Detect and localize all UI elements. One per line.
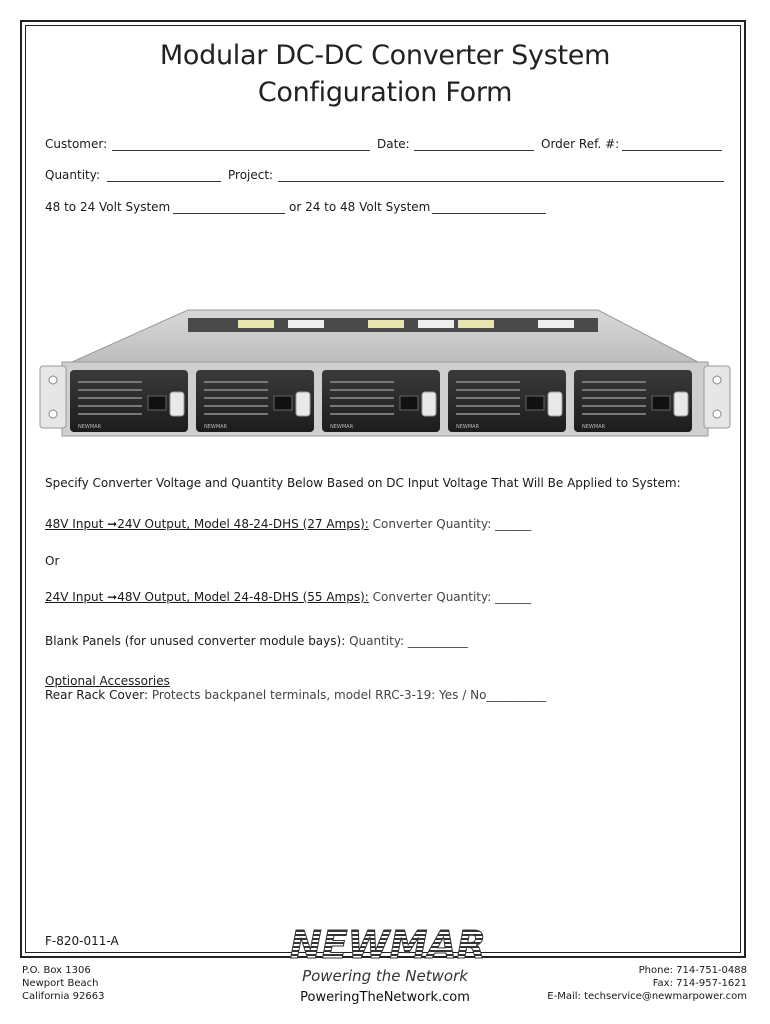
- date-field[interactable]: [414, 150, 534, 151]
- project-label: Project:: [228, 168, 274, 182]
- option-24v-qty[interactable]: Converter Quantity: ______: [372, 590, 532, 604]
- tagline: Powering the Network: [302, 967, 468, 985]
- rear-rack-cover: [45, 688, 546, 703]
- project-field[interactable]: [278, 181, 724, 182]
- system-48-24-label: 48 to 24 Volt System: [45, 200, 171, 214]
- option-48v-input: [45, 517, 531, 532]
- system-24-48-field[interactable]: [432, 213, 546, 214]
- optional-accessories-heading: Optional Accessories: [45, 674, 170, 688]
- option-24v-label: 24V Input ➞48V Output, Model 24-48-DHS (55 Amps):: [45, 590, 369, 604]
- address-line: Newport Beach: [22, 978, 99, 989]
- converter-system-image: [38, 306, 732, 442]
- phone: Phone: 714-751-0488: [638, 965, 747, 976]
- contact-block: [500, 964, 747, 1003]
- system-24-48-label: or 24 to 48 Volt System: [289, 200, 431, 214]
- address-line: California 92663: [22, 991, 105, 1002]
- blank-panels-label: Blank Panels (for unused converter module bays):: [45, 634, 346, 648]
- module-label: NEWMAR: [330, 424, 354, 430]
- order-ref-field[interactable]: [622, 150, 722, 151]
- quantity-field[interactable]: [107, 181, 221, 182]
- blank-panels-qty[interactable]: Quantity: __________: [349, 634, 468, 648]
- order-ref-label: Order Ref. #:: [541, 137, 620, 151]
- option-48v-qty[interactable]: Converter Quantity: ______: [372, 517, 532, 531]
- module-label: NEWMAR: [78, 424, 102, 430]
- form-number: F-820-011-A: [45, 934, 119, 948]
- option-48v-label: 48V Input ➞24V Output, Model 48-24-DHS (27 Amps):: [45, 517, 369, 531]
- customer-label: Customer:: [45, 137, 108, 151]
- option-24v-input: [45, 590, 531, 605]
- website-link[interactable]: PoweringTheNetwork.com: [300, 990, 470, 1005]
- rear-rack-cover-text[interactable]: Protects backpanel terminals, model RRC-3-19: Yes / No__________: [151, 688, 547, 702]
- quantity-label: Quantity:: [45, 168, 101, 182]
- fax: Fax: 714-957-1621: [652, 978, 747, 989]
- customer-field[interactable]: [112, 150, 370, 151]
- logo-wordmark: NEWMAR: [289, 923, 487, 967]
- system-48-24-field[interactable]: [173, 213, 285, 214]
- module-label: NEWMAR: [582, 424, 606, 430]
- module-label: NEWMAR: [456, 424, 480, 430]
- blank-panels: [45, 634, 468, 649]
- newmar-logo: [282, 922, 494, 972]
- email[interactable]: E-Mail: techservice@newmarpower.com: [547, 991, 747, 1002]
- address-block: [22, 964, 104, 1003]
- address-line: P.O. Box 1306: [22, 965, 91, 976]
- form-title-line2: Configuration Form: [257, 77, 513, 108]
- module-label: NEWMAR: [204, 424, 228, 430]
- rear-rack-cover-label: Rear Rack Cover:: [45, 688, 149, 702]
- form-title-line1: Modular DC-DC Converter System: [159, 40, 611, 71]
- date-label: Date:: [377, 137, 410, 151]
- specify-instruction: Specify Converter Voltage and Quantity Below Based on DC Input Voltage That Will Be Applied to System:: [45, 476, 681, 490]
- or-text: Or: [45, 554, 60, 568]
